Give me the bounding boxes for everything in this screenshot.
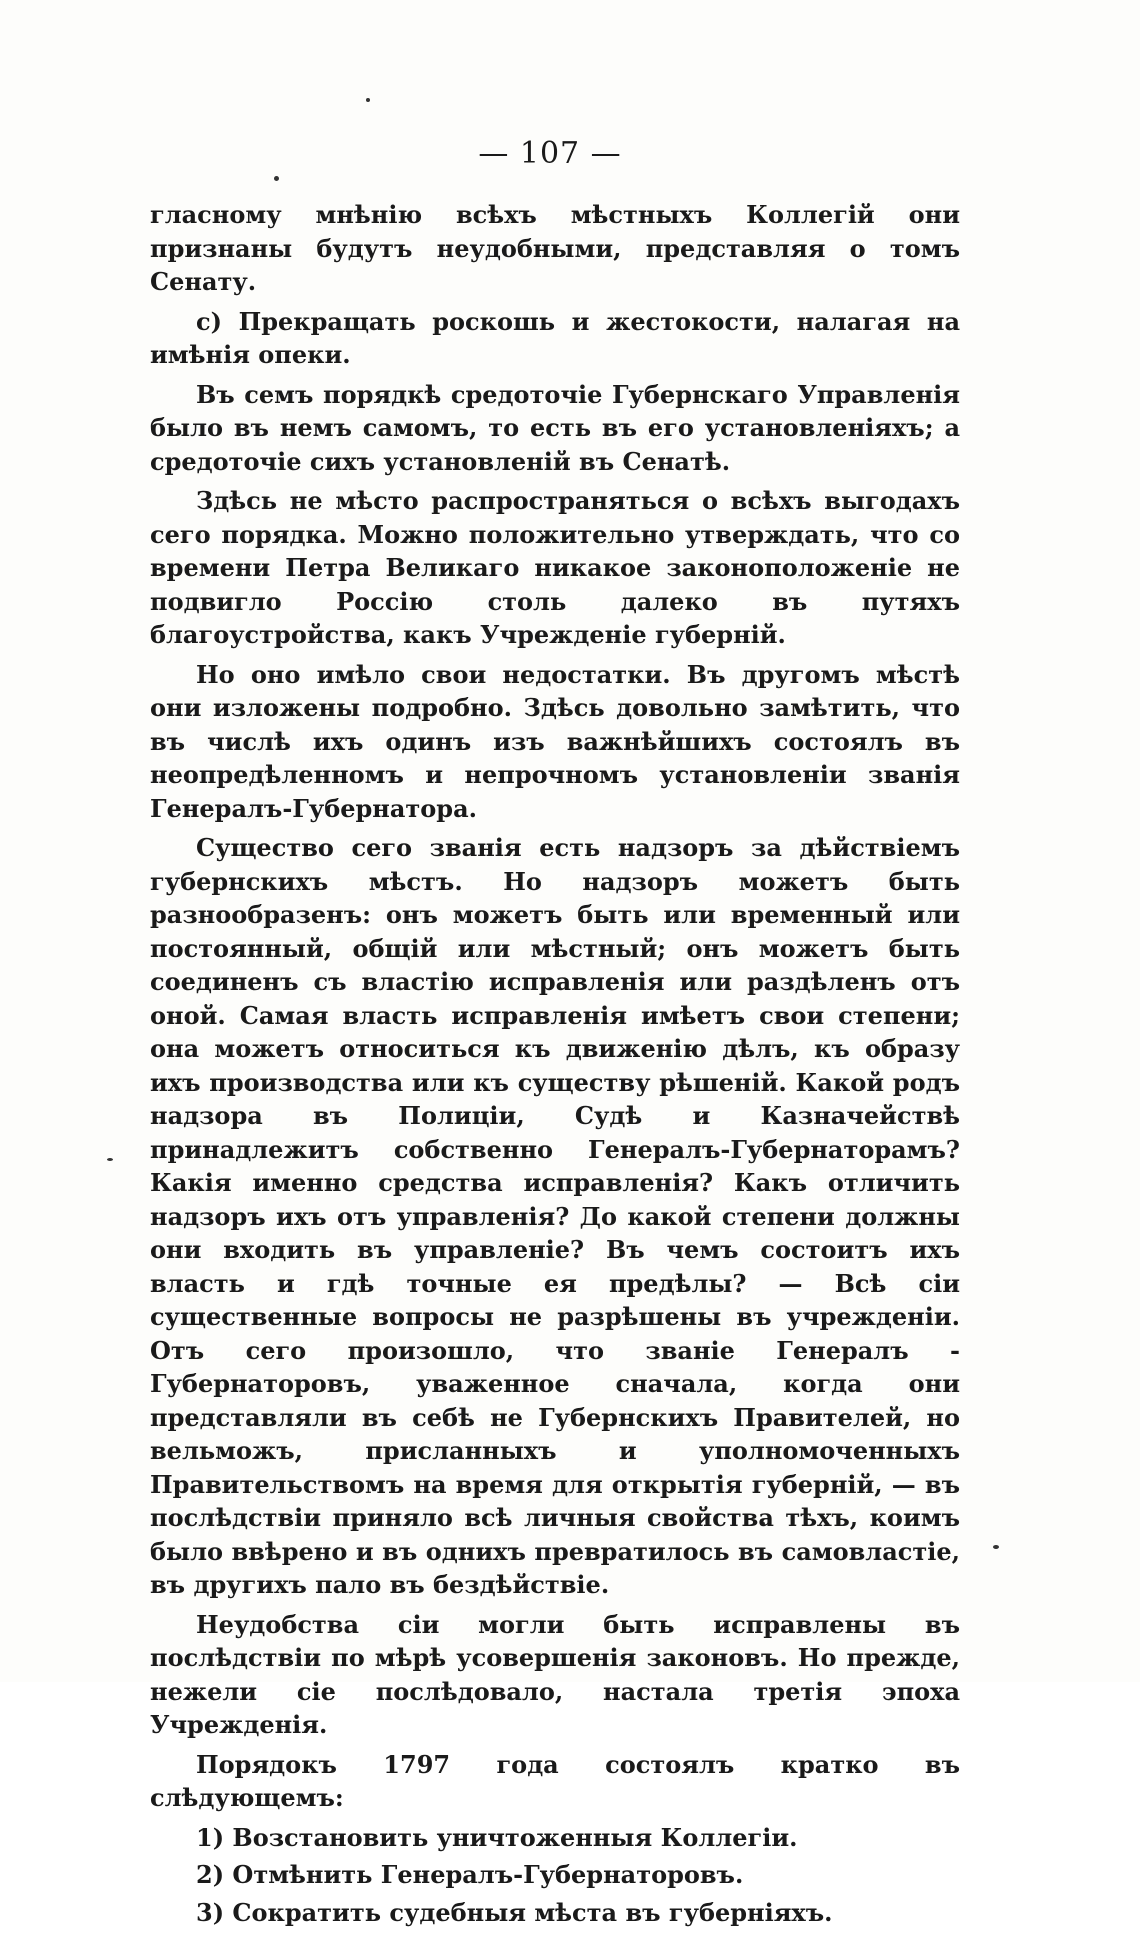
page-number: — 107 —	[478, 136, 622, 171]
paragraph: Въ семъ порядкѣ средоточіе Губернскаго Управленія было въ немъ самомъ, то есть въ его установленіяхъ; а средоточіе сихъ установленій въ Сенатѣ.	[150, 379, 960, 476]
paragraph: гласному мнѣнію всѣхъ мѣстныхъ Коллегій они признаны будутъ неудобными, представляя о томъ Сенату.	[150, 200, 960, 296]
paragraph: Существо сего званія есть надзоръ за дѣйствіемъ губернскихъ мѣстъ. Но надзоръ можетъ быть разнообразенъ: онъ можетъ быть или временный или постоянный, общій или мѣстный; онъ можетъ быть соединенъ съ властію исправленія или раздѣленъ отъ оной. Самая власть исправленія имѣетъ свои степени; она можетъ относиться къ движенію дѣлъ, къ образу ихъ производства или къ существу рѣшеній. Какой родъ надзора въ Полиціи, Судѣ и Казначействѣ принадлежитъ собственно Генералъ-Губернаторамъ? Какія именно средства исправленія? Какъ отличить надзоръ ихъ отъ управленія? До какой степени должны они входить въ управленіе? Въ чемъ состоитъ ихъ власть и гдѣ точные ея предѣлы? — Всѣ сіи существенные вопросы не разрѣшены въ учрежденіи. Отъ сего произошло, что званіе Генералъ - Губернаторовъ, уваженное сначала, когда они представляли въ себѣ не Губернскихъ Правителей, но вельможъ, присланныхъ и уполномоченныхъ Правительствомъ на время для открытія губерній, — въ послѣдствіи приняло всѣ личныя свойства тѣхъ, коимъ было ввѣрено и въ однихъ превратилось въ самовластіе, въ другихъ пало въ бездѣйствіе.	[150, 833, 960, 1599]
paragraph: Порядокъ 1797 года состоялъ кратко въ слѣдующемъ:	[150, 1749, 960, 1812]
list-item: 3) Сократить судебныя мѣста въ губерніяхъ.	[196, 1897, 833, 1927]
paragraph: Здѣсь не мѣсто распространяться о всѣхъ выгодахъ сего порядка. Можно положительно утверждать, что со времени Петра Великаго никакое законоположеніе не подвигло Россію столь далеко въ путяхъ благоустройства, какъ Учрежденіе губерній.	[150, 486, 960, 649]
ink-speck	[274, 176, 279, 181]
ink-speck	[107, 1158, 113, 1161]
ink-speck	[366, 98, 370, 102]
paragraph: Неудобства сіи могли быть исправлены въ послѣдствіи по мѣрѣ усовершенія законовъ. Но прежде, нежели сіе послѣдовало, настала третія эпоха Учрежденія.	[150, 1609, 960, 1739]
body-text	[150, 198, 960, 1933]
paragraph: Но оно имѣло свои недостатки. Въ другомъ мѣстѣ они изложены подробно. Здѣсь довольно замѣтить, что въ числѣ ихъ одинъ изъ важнѣйшихъ состоялъ въ неопредѣленномъ и непрочномъ установленіи званія Генералъ-Губернатора.	[150, 659, 960, 823]
ink-speck	[993, 1545, 999, 1549]
list-item: 1) Возстановить уничтоженныя Коллегіи.	[196, 1822, 798, 1852]
list-item: 2) Отмѣнить Генералъ-Губернаторовъ.	[196, 1860, 744, 1889]
paragraph: с) Прекращать роскошь и жестокости, налагая на имѣнія опеки.	[150, 306, 960, 369]
